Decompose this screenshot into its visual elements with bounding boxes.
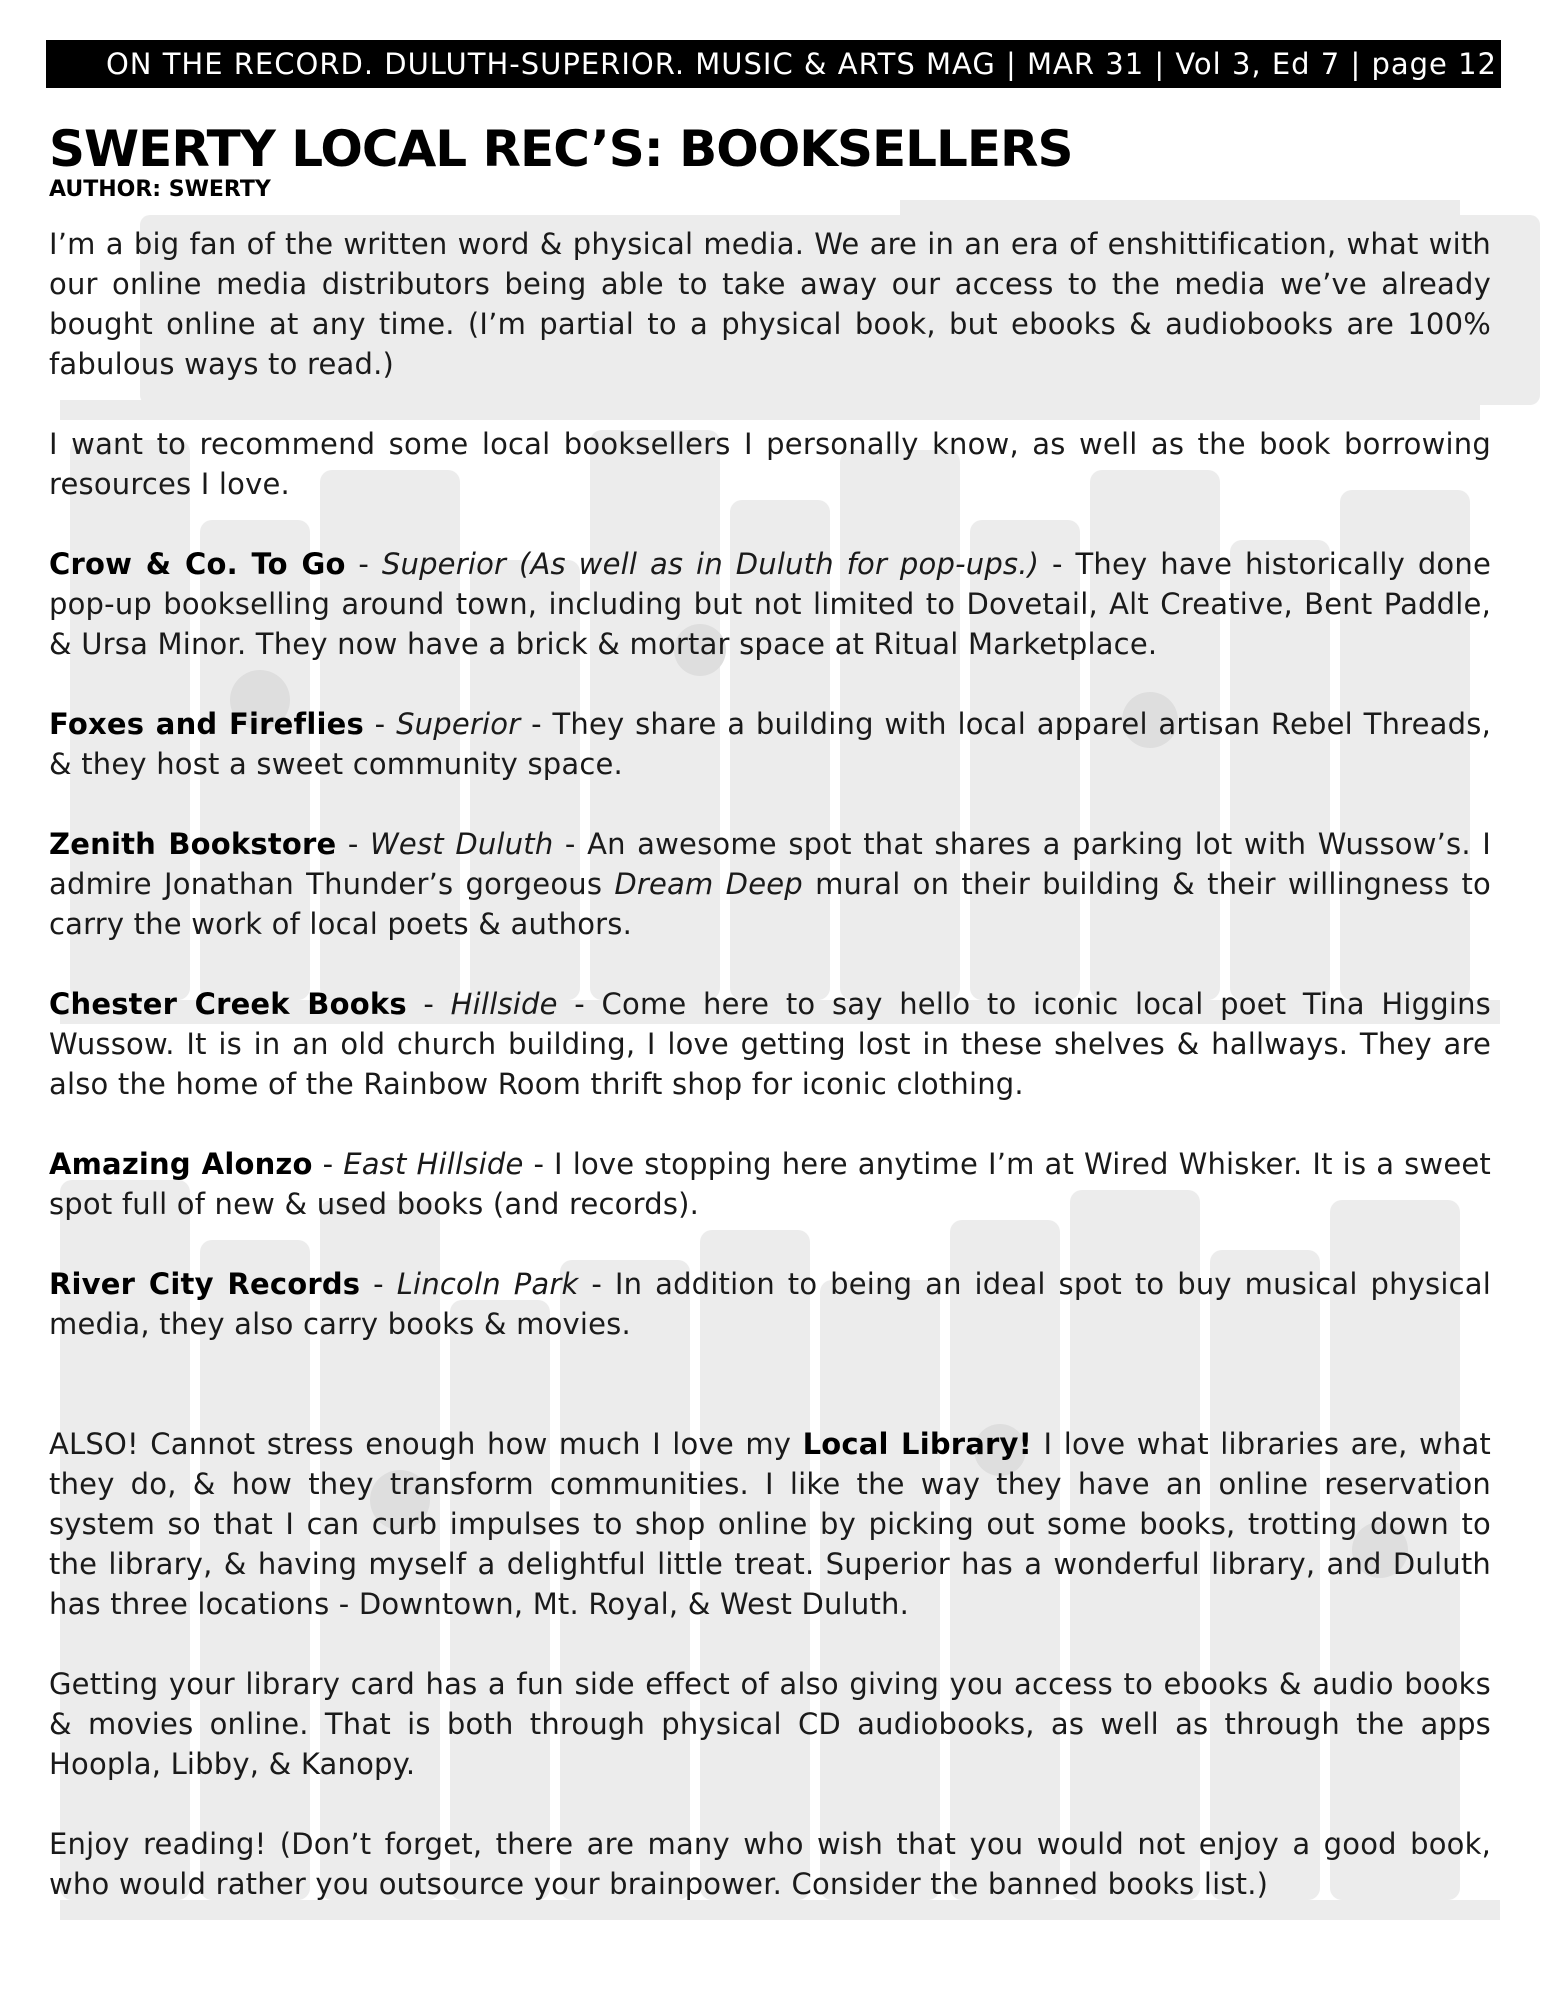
store-location: Lincoln Park xyxy=(396,1267,579,1301)
store-name: Chester Creek Books xyxy=(49,987,407,1021)
store-entry: Amazing Alonzo - East Hillside - I love stopping here anytime I’m at Wired Whisker. It is a sweet spot full of new & used books (and records). xyxy=(49,1147,1491,1221)
store-name: Zenith Bookstore xyxy=(49,827,337,861)
store-name: River City Records xyxy=(49,1267,361,1301)
store-entry: Foxes and Fireflies - Superior - They share a building with local apparel artisan Rebel Threads, & they host a sweet community space. xyxy=(49,707,1491,781)
store-description: - An awesome spot that shares a parking lot with Wussow’s. I admire Jonathan Thunder’s gorgeous xyxy=(49,827,1491,901)
store-entry: Zenith Bookstore - West Duluth - An awesome spot that shares a parking lot with Wussow’s. I admire Jonathan Thunder’s gorgeous Dream Deep mural on their building & their willingness to carry the work of local poets & authors. xyxy=(49,827,1491,941)
store-entry: Chester Creek Books - Hillside - Come here to say hello to iconic local poet Tina Higgins Wussow. It is in an old church building, I love getting lost in these shelves & hallways. They are also the home of the Rainbow Room thrift shop for iconic clothing. xyxy=(49,987,1491,1101)
local-library-emphasis: Local Library! xyxy=(802,1427,1033,1461)
mural-title: Dream Deep xyxy=(614,867,803,901)
store-location: West Duluth xyxy=(370,827,554,861)
article xyxy=(49,118,1491,1944)
store-location: Superior xyxy=(396,707,521,741)
store-name: Amazing Alonzo xyxy=(49,1147,313,1181)
store-description: - Come here to say hello to iconic local poet Tina Higgins Wussow. It is in an old church building, I love getting lost in these shelves & hallways. They are also the home of the Rainbow Room thrift shop for iconic clothing. xyxy=(49,987,1491,1101)
store-description: - They have historically done pop-up bookselling around town, including but not limited to Dovetail, Alt Creative, Bent Paddle, & Ursa Minor. They now have a brick & mortar space at Ritual Marketplace. xyxy=(49,547,1491,661)
store-description: - In addition to being an ideal spot to buy musical physical media, they also carry books & movies. xyxy=(49,1267,1491,1341)
store-location: Superior (As well as in Duluth for pop-ups.) xyxy=(381,547,1040,581)
store-name: Foxes and Fireflies xyxy=(49,707,364,741)
magazine-header-banner: ON THE RECORD. DULUTH-SUPERIOR. MUSIC & ARTS MAG | MAR 31 | Vol 3, Ed 7 | page 12 xyxy=(46,40,1501,88)
store-entry: River City Records - Lincoln Park - In addition to being an ideal spot to buy musical physical media, they also carry books & movies. xyxy=(49,1267,1491,1341)
store-description: - They share a building with local apparel artisan Rebel Threads, & they host a sweet community space. xyxy=(49,707,1491,781)
intro-paragraph: I’m a big fan of the written word & physical media. We are in an era of enshittification, what with our online media distributors being able to take away our access to the media we’ve already bought online at any time. (I’m partial to a physical book, but ebooks & audiobooks are 100% fabulous ways to read.) xyxy=(49,227,1491,381)
article-title: SWERTY LOCAL REC’S: BOOKSELLERS xyxy=(49,120,1073,178)
library-paragraph: ALSO! Cannot stress enough how much I love my Local Library! I love what libraries are, what they do, & how they transform communities. I like the way they have an online reservation system so that I can curb impulses to shop online by picking out some books, trotting down to the library, & having myself a delightful little treat. Superior has a wonderful library, and Duluth has three locations - Downtown, Mt. Royal, & West Duluth. xyxy=(49,1427,1492,1621)
recommend-paragraph: I want to recommend some local booksellers I personally know, as well as the book borrowing resources I love. xyxy=(49,427,1491,501)
store-name: Crow & Co. To Go xyxy=(49,547,346,581)
store-entry: Crow & Co. To Go - Superior (As well as in Duluth for pop-ups.) - They have historically done pop-up bookselling around town, including but not limited to Dovetail, Alt Creative, Bent Paddle, & Ursa Minor. They now have a brick & mortar space at Ritual Marketplace. xyxy=(49,547,1491,661)
library-card-paragraph: Getting your library card has a fun side effect of also giving you access to ebooks & audio books & movies online. That is both through physical CD audiobooks, as well as through the apps Hoopla, Libby, & Kanopy. xyxy=(49,1667,1491,1781)
article-author: AUTHOR: SWERTY xyxy=(49,177,271,202)
store-location: Hillside xyxy=(450,987,558,1021)
closing-paragraph: Enjoy reading! (Don’t forget, there are many who wish that you would not enjoy a good book, who would rather you outsource your brainpower. Consider the banned books list.) xyxy=(49,1827,1491,1901)
store-location: East Hillside xyxy=(343,1147,524,1181)
store-description: - I love stopping here anytime I’m at Wired Whisker. It is a sweet spot full of new & used books (and records). xyxy=(49,1147,1491,1221)
